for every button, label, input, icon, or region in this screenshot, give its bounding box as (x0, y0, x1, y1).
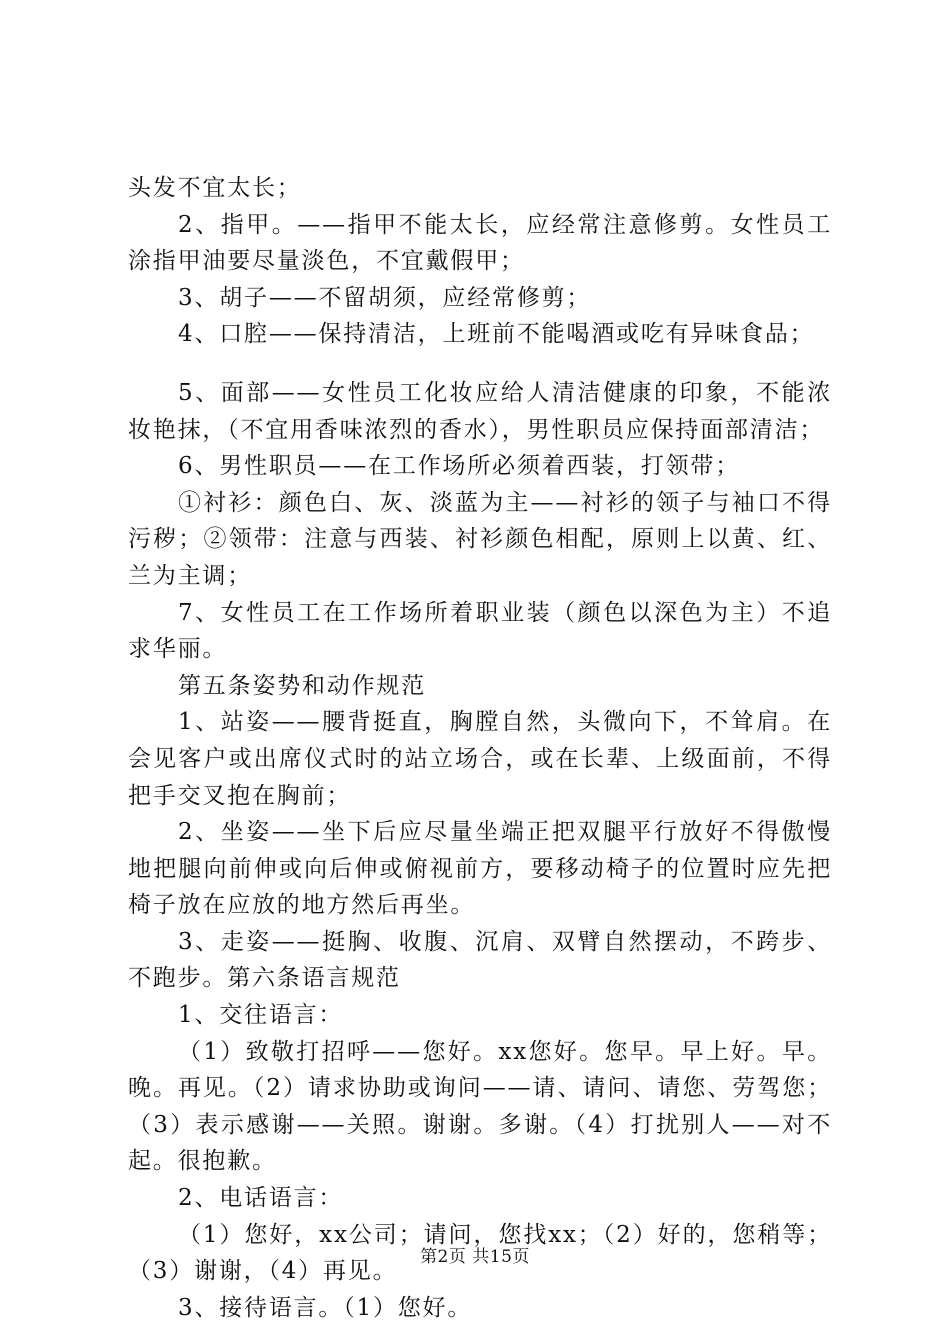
paragraph-mouth: 4、口腔——保持清洁，上班前不能喝酒或吃有异味食品； (178, 321, 815, 348)
paragraph-shirt-tie: ①衬衫：颜色白、灰、淡蓝为主——衬衫的领子与袖口不得污秽；②领带：注意与西装、衬衫颜色相配，原则上以黄、红、兰为主调； (128, 489, 832, 589)
paragraph-phone-phrases: （1）您好，xx公司；请问，您找xx；（2）好的，您稍等；（3）谢谢，（4）再见。 (128, 1221, 832, 1285)
paragraph-hair-continued: 头发不宜太长； (128, 175, 302, 201)
paragraph-beard: 3、胡子——不留胡须，应经常修剪； (178, 284, 592, 311)
paragraph-nails: 2、指甲。——指甲不能太长，应经常注意修剪。女性员工涂指甲油要尽量淡色，不宜戴假甲； (128, 211, 832, 275)
page-number: 第2页 共15页 (420, 1247, 530, 1267)
paragraph-walking: 3、走姿——挺胸、收腹、沉肩、双臂自然摆动，不跨步、不跑步。第六条语言规范 (128, 928, 832, 992)
paragraph-social-language: 1、交往语言： (178, 1002, 344, 1029)
paragraph-face: 5、面部——女性员工化妆应给人清洁健康的印象，不能浓妆艳抹，（不宜用香味浓烈的香水），男性职员应保持面部清洁； (128, 379, 832, 443)
paragraph-greetings: （1）致敬打招呼——您好。xx您好。您早。早上好。早。晚。再见。（2）请求协助或询问——请、请问、请您、劳驾您；（3）表示感谢——关照。谢谢。多谢。（4）打扰别人——对不起。很抱歉。 (128, 1038, 832, 1175)
paragraph-female-staff: 7、女性员工在工作场所着职业装（颜色以深色为主）不追求华丽。 (128, 599, 832, 663)
paragraph-phone-language: 2、电话语言： (178, 1185, 344, 1212)
section-heading-posture: 第五条姿势和动作规范 (178, 672, 426, 699)
paragraph-reception-language: 3、接待语言。（1）您好。 (178, 1294, 473, 1321)
paragraph-male-staff: 6、男性职员——在工作场所必须着西装，打领带； (178, 453, 741, 480)
paragraph-standing: 1、站姿——腰背挺直，胸膛自然，头微向下，不耸肩。在会见客户或出席仪式时的站立场合，或在长辈、上级面前，不得把手交叉抱在胸前； (128, 709, 832, 809)
paragraph-sitting: 2、坐姿——坐下后应尽量坐端正把双腿平行放好不得傲慢地把腿向前伸或向后伸或俯视前方，要移动椅子的位置时应先把椅子放在应放的地方然后再坐。 (128, 819, 832, 919)
document-body (128, 170, 832, 1326)
